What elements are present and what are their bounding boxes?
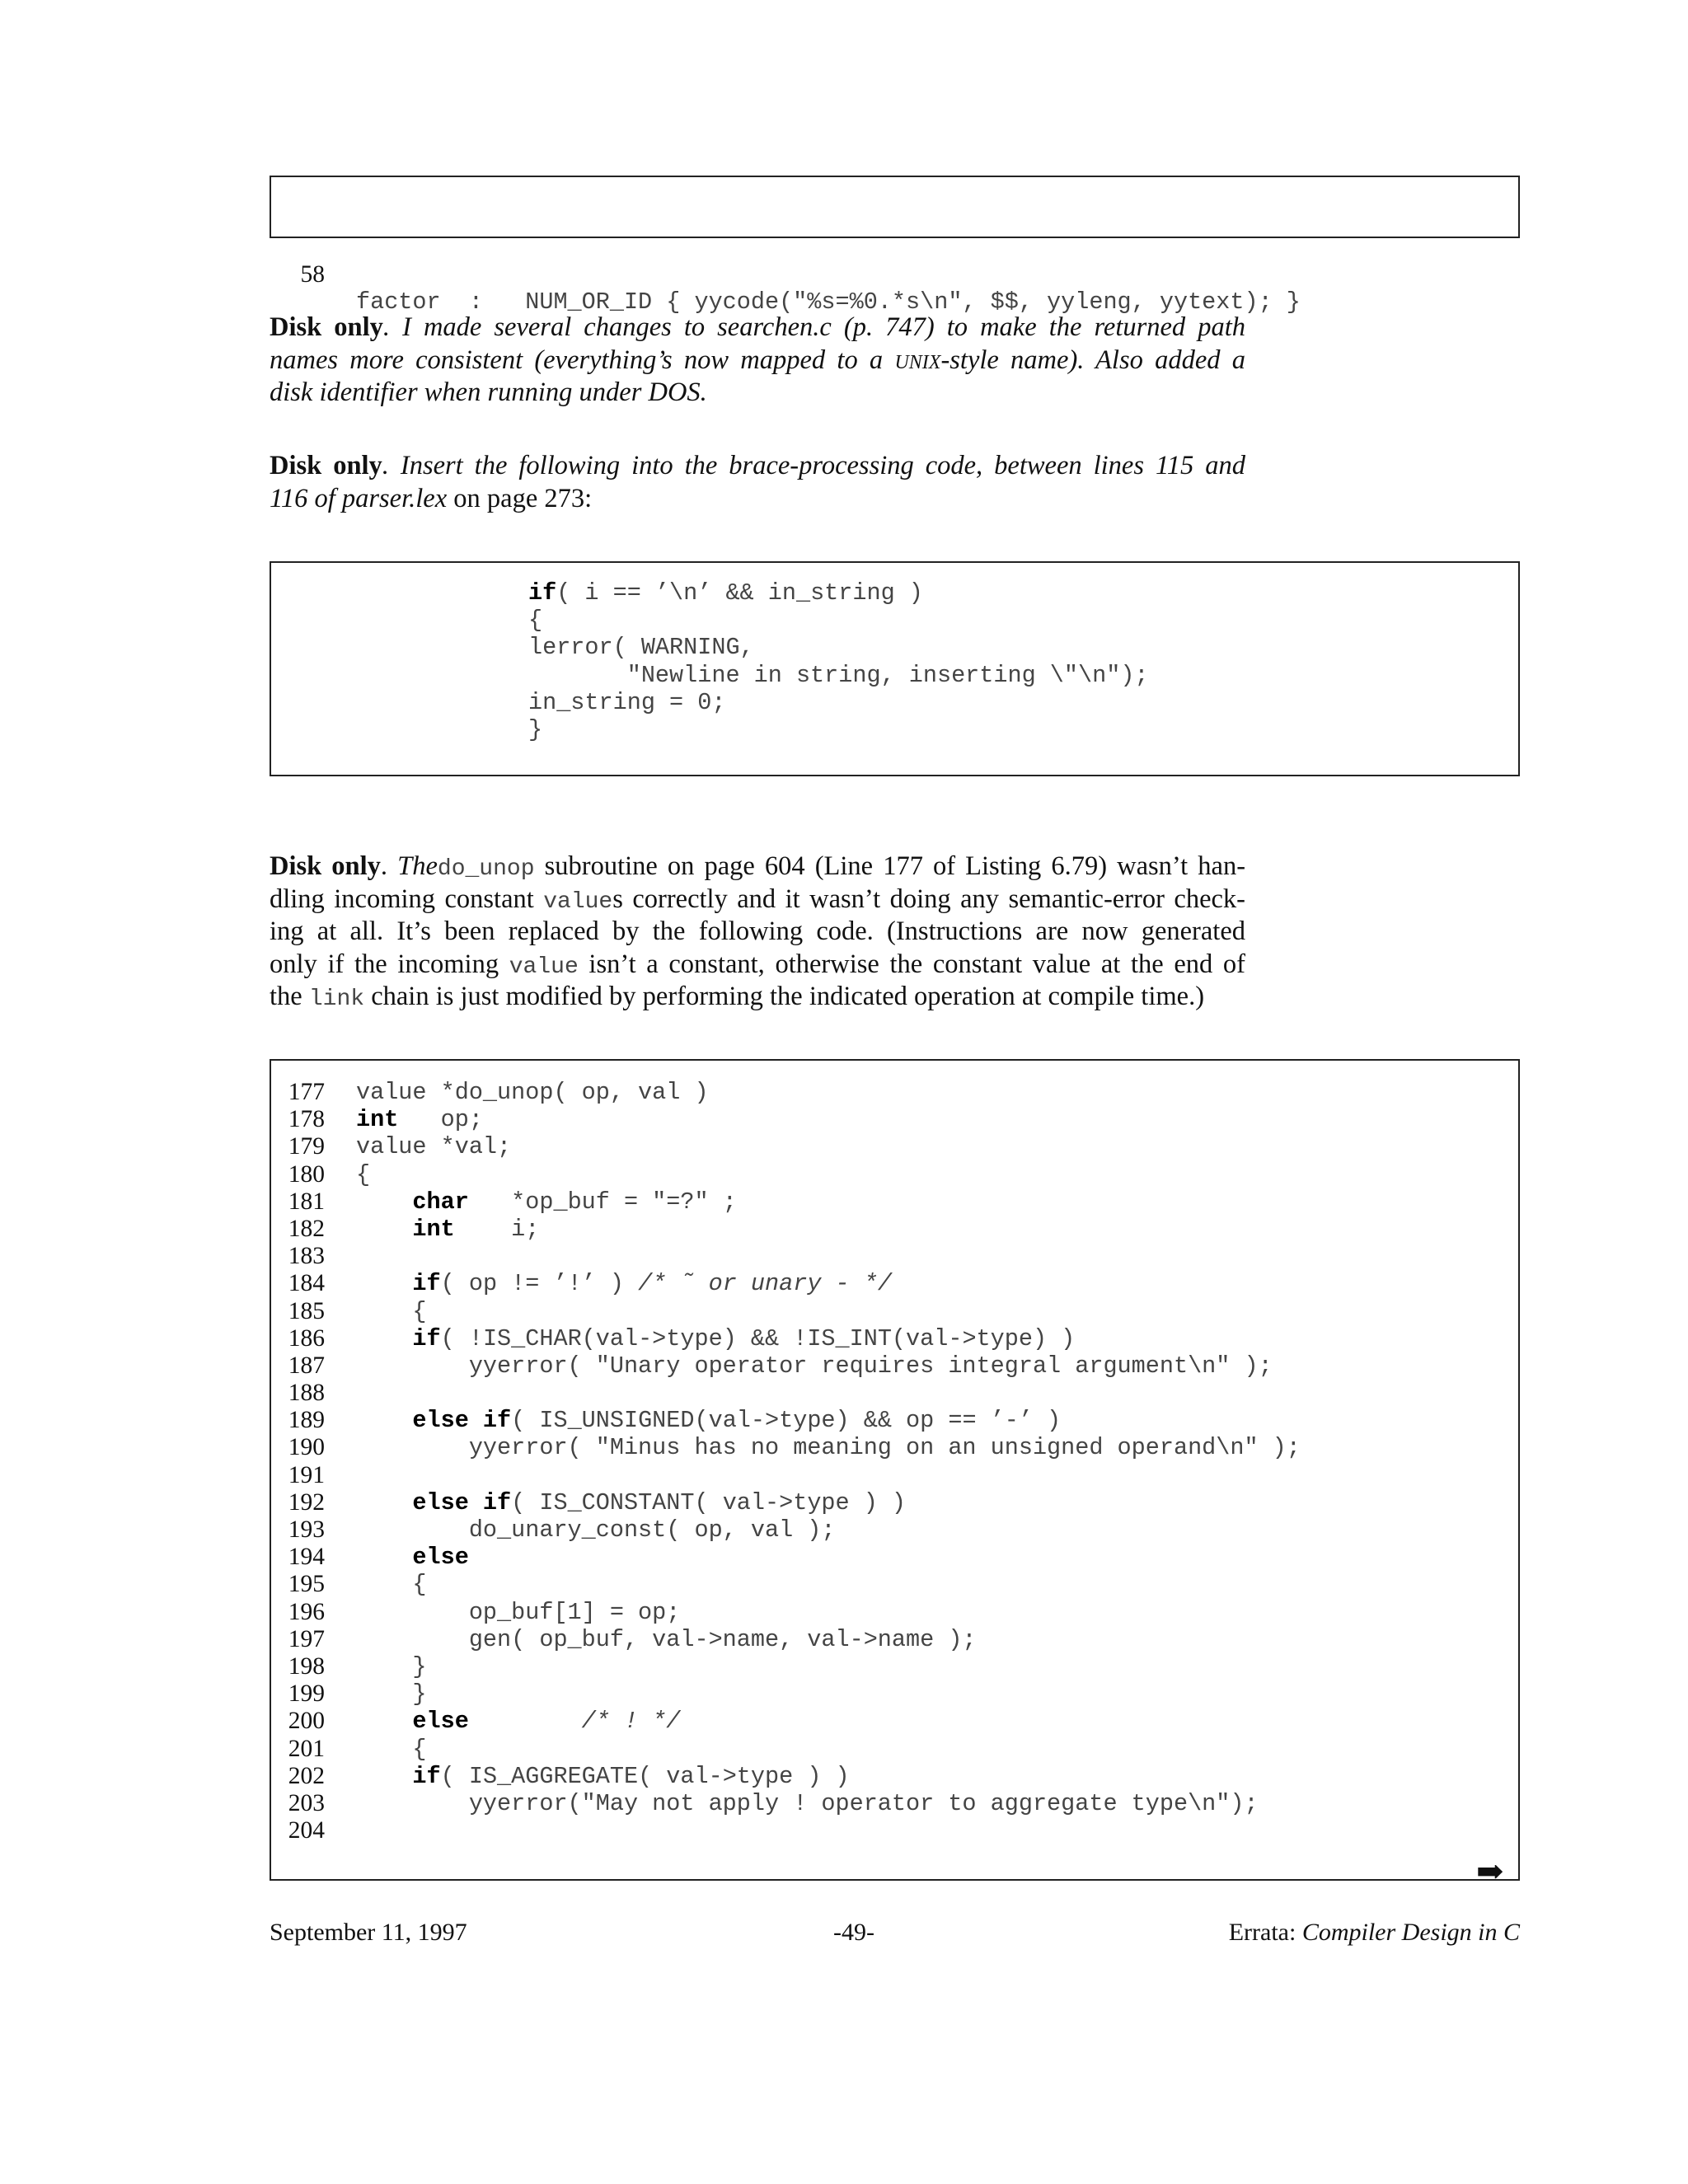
text: -style name). Also added a [940,344,1246,375]
line-number: 183 [288,1243,325,1270]
code-text: "Newline in string, inserting \"\n"); [528,661,1149,689]
text: . Insert the following into the brace-processing code, between lines 115 and [382,451,1245,480]
book-title: Compiler Design in C [1301,1919,1520,1946]
code-line [528,634,1149,661]
line-number: 191 [288,1461,325,1488]
footer-title [1229,1919,1520,1947]
code-keyword: if [412,1270,441,1298]
text: 116 of parser.lex [270,483,448,513]
text: on page 273: [447,483,593,513]
code-value: value [509,954,579,980]
code-value: value [543,888,613,915]
text: names more consistent (everything’s now mapped to a [270,344,895,375]
text: only if the incoming [270,949,509,979]
code-text: value *val; [356,1133,512,1161]
code-text: ( !IS_CHAR(val->type) && !IS_INT(val->type) ) [440,1324,1076,1352]
code-content [356,1790,1259,1817]
disk-only-label: Disk only [270,312,383,342]
code-keyword: if [528,579,557,607]
line-number: 197 [288,1625,325,1652]
line-number: 186 [288,1324,325,1352]
code-content [356,1298,427,1325]
text: dling incoming constant [270,883,544,914]
code-keyword: if [412,1762,441,1790]
code-content [356,1626,977,1653]
code-line [528,607,1149,634]
code-comment: /* ! */ [581,1708,681,1736]
code-text: ( IS_UNSIGNED(val->type) && op == ’-’ ) [511,1407,1062,1435]
code-content [356,1188,737,1216]
text: ing at all. It’s been replaced by the following code. (Instructions are now generated [270,916,1245,946]
line-number: 204 [288,1817,325,1844]
code-text: { [412,1571,427,1599]
code-content [356,1325,1075,1352]
code-keyword: else if [412,1407,512,1435]
line-number: 180 [288,1160,325,1188]
code-line [528,662,1149,689]
line-number: 182 [288,1215,325,1242]
code-content [356,1270,892,1297]
line-number: 177 [288,1079,325,1105]
code-content [356,1133,511,1160]
line-number: 188 [288,1380,325,1407]
code-keyword: int [412,1215,455,1243]
code-text: lerror( WARNING, [528,634,754,662]
code-text: ( op != ’!’ ) [440,1270,639,1298]
code-keyword: else if [412,1488,512,1516]
code-text: gen( op_buf, val->name, val->name ); [468,1625,977,1653]
line-number: 199 [288,1680,325,1708]
code-text: yyerror( "Minus has no meaning on an unsigned operand\n" ); [468,1434,1301,1462]
code-content [356,1489,906,1516]
code-keyword: int [356,1106,399,1134]
code-box-newline-check [270,561,1520,776]
code-text: { [356,1160,371,1188]
line-number: 193 [288,1516,325,1543]
code-comment: /* ˜ or unary - */ [638,1270,892,1298]
disk-only-label: Disk only [270,851,381,881]
code-content [356,1407,1061,1434]
code-text: yyerror("May not apply ! operator to aggregate type\n"); [468,1789,1259,1817]
text: s correctly and it wasn’t doing any semantic-error check- [612,883,1245,914]
function-name: do_unop [437,856,535,882]
code-text [469,1708,582,1735]
code-line [528,579,1149,607]
paragraph-searchen [270,312,1245,410]
code-line: factor : NUM_OR_ID { yycode("%s=%0.*s\n", $$, yyleng, yytext); } [356,288,1301,316]
line-number: 190 [288,1434,325,1461]
code-content [356,1161,370,1188]
code-keyword: else [412,1544,469,1572]
code-content [356,1352,1273,1380]
code-content [356,1544,469,1571]
code-text: { [528,607,543,635]
code-text: } [412,1680,427,1708]
line-number: 202 [288,1762,325,1789]
code-content [356,1216,539,1243]
text: disk identifier when running under DOS. [270,377,707,407]
code-text: ( IS_AGGREGATE( val->type ) ) [440,1762,850,1790]
line-number: 196 [288,1598,325,1625]
line-number: 195 [288,1571,325,1598]
text: the [270,982,309,1011]
code-content [356,1708,680,1735]
code-text: { [412,1297,427,1325]
errata-label: Errata: [1228,1919,1302,1946]
disk-only-label: Disk only [270,451,382,480]
paragraph-do-unop: Disk only. Thedo_unop subroutine on page 604 (Line 177 of Listing 6.79) wasn’t han- dling incoming constant values correctly and it wasn’t doing any semantic-error check- ing at all. It’s been replaced by the following code. (Instructions are now generated only if the incoming value isn’t a constant, otherwise the constant value at the end of the link chain is just modified by performing the indicated operation at compile time.) [270,851,1246,1012]
code-keyword: if [412,1324,441,1352]
line-number: 181 [288,1188,325,1215]
code-keyword: char [412,1188,469,1216]
code-text: do_unary_const( op, val ); [468,1516,836,1544]
footer-date: September 11, 1997 [270,1919,467,1946]
code-link: link [308,987,365,1012]
code-line [528,689,1149,716]
code-text: op_buf[1] = op; [468,1598,681,1626]
code-content [356,1516,836,1544]
code-text: ( IS_CONSTANT( val->type ) ) [511,1488,907,1516]
code-box-do-unop [270,1059,1520,1890]
text: chain is just modified by performing the indicated operation at compile time.) [364,982,1205,1011]
line-number: 184 [288,1270,325,1297]
line-number: 201 [288,1735,325,1762]
line-number: 203 [288,1789,325,1816]
paragraph-brace-processing [270,450,1245,515]
code-text: in_string = 0; [528,688,726,716]
code-content [356,1106,483,1133]
code-text: } [412,1652,427,1680]
code-content [356,1653,427,1680]
text: subroutine on page 604 (Line 177 of Listing 6.79) wasn’t han- [534,851,1246,881]
code-line [528,716,1149,743]
line-number: 185 [288,1297,325,1324]
code-keyword: else [412,1708,469,1736]
code-text: { [412,1735,427,1763]
text: . I made several changes to searchen.c (p. 747) to make the returned path [382,312,1246,342]
code-text: i; [454,1215,540,1243]
line-number: 178 [288,1106,325,1133]
line-number: 179 [288,1133,325,1160]
line-number: 189 [288,1407,325,1434]
code-text: } [528,715,543,743]
code-content [356,1571,427,1598]
code-text: yyerror( "Unary operator requires integral argument\n" ); [468,1352,1273,1380]
text: The [397,851,438,881]
code-text: *op_buf = "=?" ; [468,1188,737,1216]
code-content [356,1079,709,1106]
line-number: 200 [288,1708,325,1735]
line-number: 58 [300,260,325,288]
line-number: 192 [288,1488,325,1516]
line-number: 194 [288,1544,325,1571]
code-box-grammar-rule [270,176,1520,316]
code-text: value *do_unop( op, val ) [356,1079,709,1106]
text: isn’t a constant, otherwise the constant value at the end of [578,949,1245,979]
line-number: 198 [288,1652,325,1680]
code-content [356,1736,427,1763]
line-number: 187 [288,1352,325,1379]
footer-page-number: -49- [833,1919,874,1946]
code-content [356,1599,680,1626]
code-text: ( i == ’\n’ && in_string ) [556,579,923,607]
unix-smallcaps: UNIX [894,351,941,373]
code-text: op; [398,1106,483,1134]
continued-arrow-icon: ➡ [1476,1853,1504,1890]
code-content [356,1434,1301,1461]
code-content [356,1763,850,1790]
code-content [356,1680,427,1708]
